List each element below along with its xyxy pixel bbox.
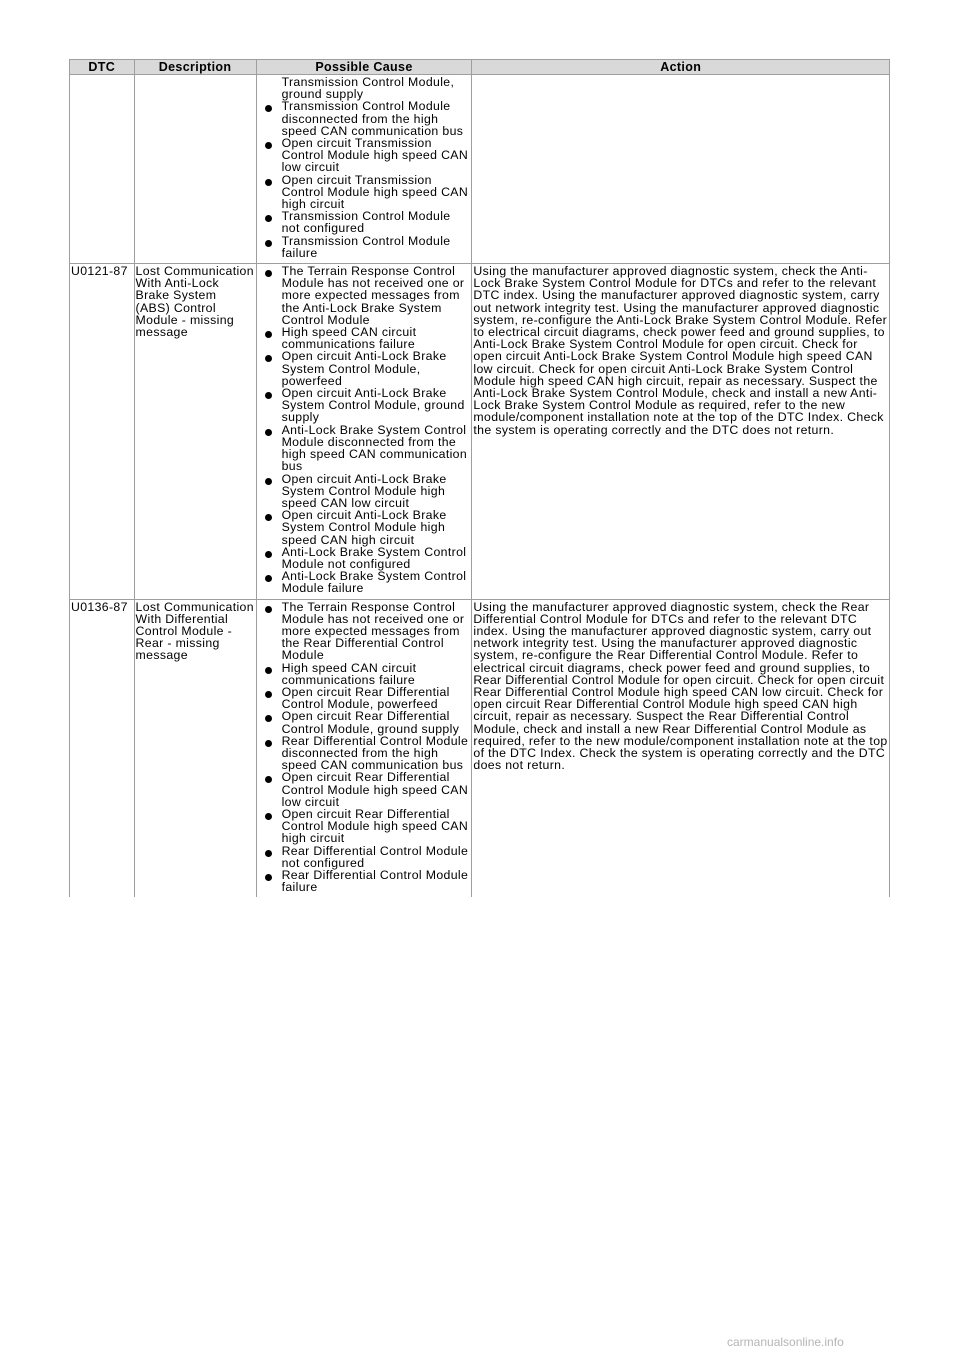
possible-cause-item: Open circuit Anti-Lock Brake System Control Module high speed CAN high circuit (282, 509, 471, 546)
dtc-description: Lost Communication With Anti-Lock Brake System (ABS) Control Module - missing message (134, 264, 256, 599)
possible-cause-item: Open circuit Rear Differential Control Module high speed CAN low circuit (282, 771, 471, 808)
possible-cause-list (258, 601, 471, 894)
possible-cause-item: High speed CAN circuit communications failure (282, 326, 471, 350)
table-row (70, 599, 890, 897)
possible-cause-item: Open circuit Anti-Lock Brake System Control Module, ground supply (282, 387, 471, 424)
dtc-code: U0121-87 (70, 264, 135, 599)
possible-cause-item: Transmission Control Module, ground supply (281, 75, 455, 102)
possible-cause-item: Open circuit Rear Differential Control Module, powerfeed (282, 686, 471, 710)
possible-cause-item: The Terrain Response Control Module has not received one or more expected messages from the Anti-Lock Brake System Control Module (282, 265, 471, 326)
possible-cause-item: The Terrain Response Control Module has not received one or more expected messages from the Rear Differential Control Module (282, 601, 471, 662)
possible-cause-list (258, 76, 471, 259)
possible-cause-item: Anti-Lock Brake System Control Module failure (282, 570, 471, 594)
header-description: Description (134, 60, 256, 75)
action-text: Using the manufacturer approved diagnostic system, check the Anti-Lock Brake System Control Module for DTCs and refer to the relevant DTC index. Using the manufacturer approved diagnostic system, carry out network integrity test. Using the manufacturer approved diagnostic system, re-configure the Anti-Lock Brake System Control Module. Refer to electrical circuit diagrams, check power feed and ground supplies, to Anti-Lock Brake System Control Module for open circuit. Check for open circuit Anti-Lock Brake System Control Module high speed CAN low circuit. Check for open circuit Anti-Lock Brake System Control Module high speed CAN high circuit, repair as necessary. Suspect the Anti-Lock Brake System Control Module, check and install a new Anti-Lock Brake System Control Module as required, refer to the new module/component installation note at the top of the DTC Index. Check the system is operating correctly and the DTC does not return. (472, 264, 890, 599)
possible-cause-item: High speed CAN circuit communications failure (282, 662, 471, 686)
action-text: Using the manufacturer approved diagnostic system, check the Rear Differential Control Module for DTCs and refer to the relevant DTC index. Using the manufacturer approved diagnostic system, carry out network integrity test. Using the manufacturer approved diagnostic system, re-configure the Rear Differential Control Module. Refer to electrical circuit diagrams, check power feed and ground supplies, to Rear Differential Control Module for open circuit. Check for open circuit Rear Differential Control Module high speed CAN low circuit. Check for open circuit Rear Differential Control Module high speed CAN high circuit, repair as necessary. Suspect the Rear Differential Control Module, check and install a new Rear Differential Control Module as required, refer to the new module/component installation note at the top of the DTC Index. Check the system is operating correctly and the DTC does not return. (472, 599, 890, 897)
table-row (70, 264, 890, 599)
action-text (472, 75, 890, 264)
possible-cause-item: Rear Differential Control Module disconnected from the high speed CAN communication bus (282, 735, 471, 772)
dtc-code: U0136-87 (70, 599, 135, 897)
possible-cause-item: Rear Differential Control Module failure (282, 869, 471, 893)
possible-cause-item: Open circuit Rear Differential Control Module high speed CAN high circuit (282, 808, 471, 845)
header-possible-cause: Possible Cause (256, 60, 472, 75)
possible-cause-item: Anti-Lock Brake System Control Module disconnected from the high speed CAN communication bus (282, 424, 471, 473)
table-row (70, 75, 890, 264)
possible-cause-list (258, 265, 471, 594)
possible-cause-item: Transmission Control Module disconnected from the high speed CAN communication bus (282, 100, 471, 137)
possible-cause-item: Open circuit Anti-Lock Brake System Control Module, powerfeed (282, 350, 471, 387)
header-dtc: DTC (70, 60, 135, 75)
possible-cause-item: Transmission Control Module failure (282, 235, 471, 259)
possible-cause-item: Open circuit Transmission Control Module high speed CAN low circuit (282, 137, 471, 174)
header-action: Action (472, 60, 890, 75)
possible-cause-item: Anti-Lock Brake System Control Module not configured (282, 546, 471, 570)
watermark: carmanualsonline.info (727, 1335, 844, 1349)
possible-cause-item: Open circuit Rear Differential Control Module, ground supply (282, 710, 471, 734)
possible-cause-item: Rear Differential Control Module not configured (282, 845, 471, 869)
dtc-table (69, 59, 890, 897)
table-header-row (70, 60, 890, 75)
possible-cause-item: Transmission Control Module not configured (282, 210, 471, 234)
possible-cause-cell (256, 599, 472, 897)
dtc-description (134, 75, 256, 264)
possible-cause-cell (256, 264, 472, 599)
dtc-code (70, 75, 135, 264)
possible-cause-item: Open circuit Anti-Lock Brake System Control Module high speed CAN low circuit (282, 473, 471, 510)
dtc-description: Lost Communication With Differential Control Module - Rear - missing message (134, 599, 256, 897)
possible-cause-item: Open circuit Transmission Control Module high speed CAN high circuit (282, 174, 471, 211)
possible-cause-cell (256, 75, 472, 264)
